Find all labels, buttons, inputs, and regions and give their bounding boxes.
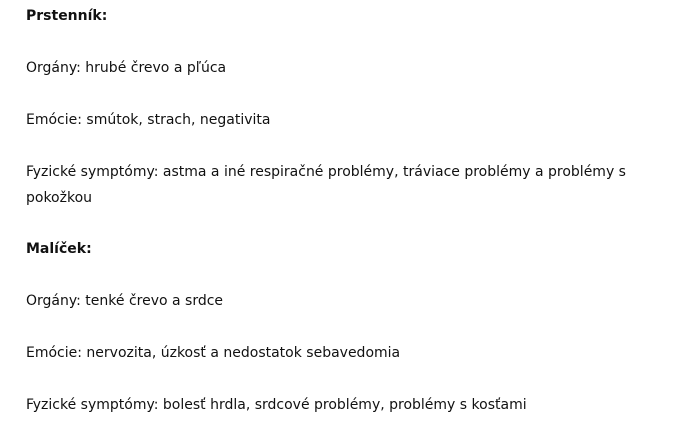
emotions-text: Emócie: nervozita, úzkosť a nedostatok sebavedomia	[26, 345, 401, 361]
section-heading-little-finger: Malíček:	[26, 241, 92, 257]
organs-text: Orgány: hrubé črevo a pľúca	[26, 60, 227, 76]
emotions-text: Emócie: smútok, strach, negativita	[26, 112, 271, 128]
section-heading-ring-finger: Prstenník:	[26, 8, 108, 24]
symptoms-text: Fyzické symptómy: bolesť hrdla, srdcové problémy, problémy s kosťami	[26, 397, 527, 413]
organs-text: Orgány: tenké črevo a srdce	[26, 293, 224, 309]
symptoms-text: Fyzické symptómy: astma a iné respiračné problémy, tráviace problémy a problémy s pokožkou	[26, 164, 626, 206]
